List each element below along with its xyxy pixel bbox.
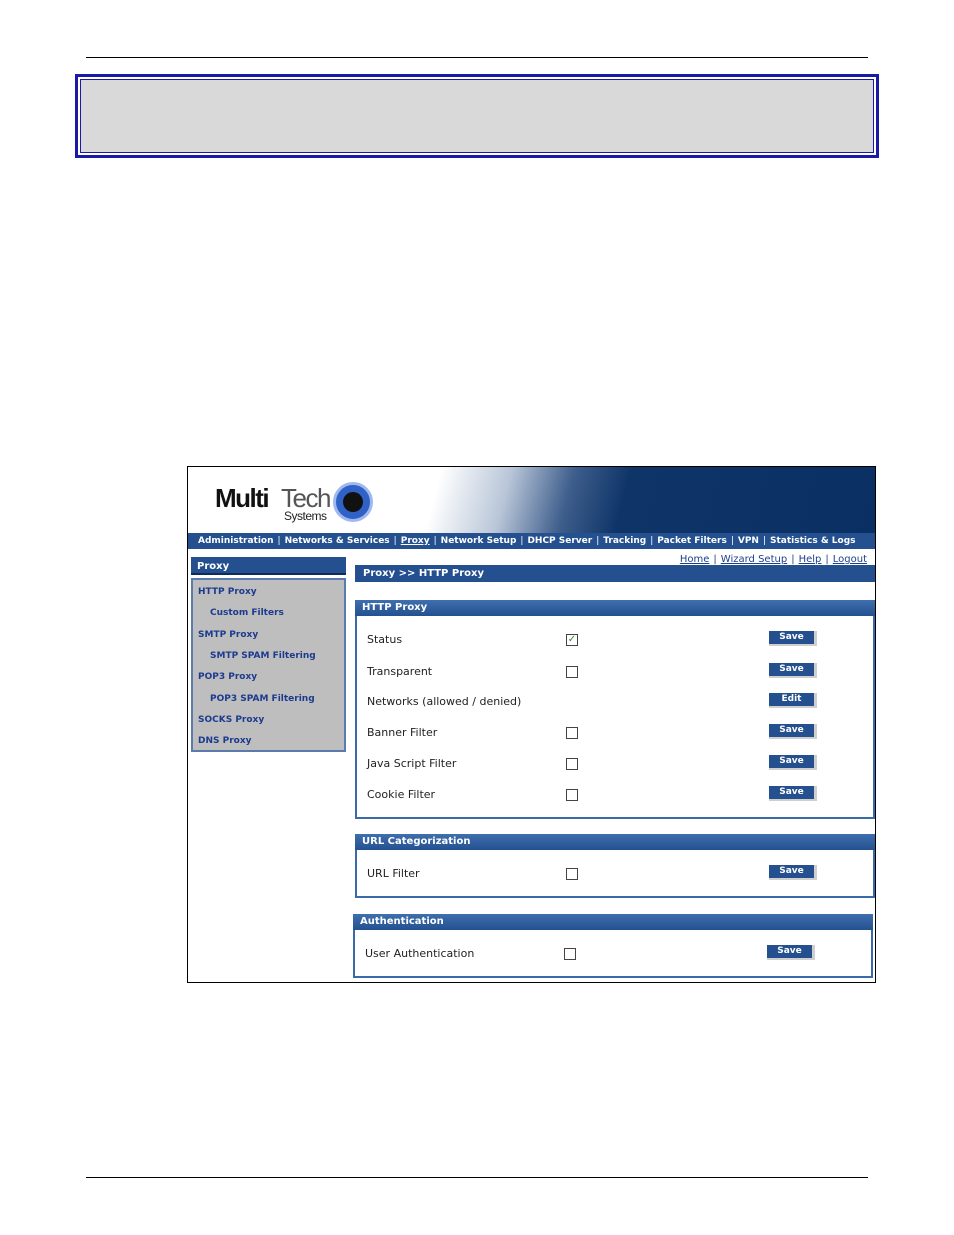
nav-separator: | <box>433 536 437 546</box>
sidebar-item-socks-proxy[interactable]: SOCKS Proxy <box>198 714 265 725</box>
nav-packet-filters[interactable]: Packet Filters <box>657 536 727 546</box>
url-filter-checkbox[interactable] <box>566 868 578 880</box>
top-link-logout[interactable]: Logout <box>832 554 867 565</box>
java-script-filter-save-button[interactable]: Save <box>769 755 817 770</box>
ui-screenshot <box>187 466 876 983</box>
logo-text-multi: Multi <box>215 483 269 513</box>
sidebar-item-smtp-spam-filtering[interactable]: SMTP SPAM Filtering <box>210 650 316 661</box>
transparent-save-button[interactable]: Save <box>769 663 817 678</box>
sidebar-item-pop3-proxy[interactable]: POP3 Proxy <box>198 672 258 683</box>
nav-separator: | <box>762 536 766 546</box>
top-link-separator: | <box>713 554 717 565</box>
networks-allowed-denied-label: Networks (allowed / denied) <box>367 695 522 708</box>
nav-separator: | <box>650 536 654 546</box>
nav-separator: | <box>520 536 524 546</box>
transparent-label: Transparent <box>367 665 433 678</box>
nav-separator: | <box>393 536 397 546</box>
logo-text-tech: Tech <box>281 483 330 513</box>
status-save-button[interactable]: Save <box>769 631 817 646</box>
nav-administration[interactable]: Administration <box>198 536 274 546</box>
nav-proxy[interactable]: Proxy <box>400 536 430 546</box>
url-filter-save-button[interactable]: Save <box>769 865 817 880</box>
main-nav <box>188 533 875 549</box>
user-authentication-save-button[interactable]: Save <box>767 945 815 960</box>
sidebar-item-smtp-proxy[interactable]: SMTP Proxy <box>198 629 259 640</box>
networks-allowed-denied-edit-button[interactable]: Edit <box>769 693 817 708</box>
top-link-separator: | <box>791 554 795 565</box>
top-link-separator: | <box>825 554 829 565</box>
sidebar-menu <box>191 578 346 752</box>
check-icon: ✓ <box>567 634 577 645</box>
sidebar-title: Proxy <box>191 557 346 575</box>
breadcrumb: Proxy >> HTTP Proxy <box>355 565 875 582</box>
url-categorization-panel-title: URL Categorization <box>355 834 875 850</box>
top-link-help[interactable]: Help <box>798 554 822 565</box>
sidebar-item-dns-proxy[interactable]: DNS Proxy <box>198 736 252 747</box>
cookie-filter-checkbox[interactable] <box>566 789 578 801</box>
java-script-filter-label: Java Script Filter <box>367 757 457 770</box>
banner-filter-save-button[interactable]: Save <box>769 724 817 739</box>
sidebar-item-custom-filters[interactable]: Custom Filters <box>210 608 284 619</box>
top-links <box>680 554 867 565</box>
http-proxy-panel-title: HTTP Proxy <box>355 600 875 616</box>
status-label: Status <box>367 633 403 646</box>
java-script-filter-checkbox[interactable] <box>566 758 578 770</box>
cookie-filter-save-button[interactable]: Save <box>769 786 817 801</box>
url-filter-label: URL Filter <box>367 867 420 880</box>
logo-text-systems: Systems <box>284 509 327 523</box>
transparent-checkbox[interactable] <box>566 666 578 678</box>
nav-networks-services[interactable]: Networks & Services <box>284 536 390 546</box>
header-banner <box>188 467 875 533</box>
cookie-filter-label: Cookie Filter <box>367 788 436 801</box>
chapter-title-box <box>75 74 879 158</box>
nav-separator: | <box>596 536 600 546</box>
header-rule <box>86 57 868 58</box>
nav-separator: | <box>730 536 734 546</box>
chapter-title-box-fill <box>80 79 874 153</box>
nav-tracking[interactable]: Tracking <box>603 536 647 546</box>
top-link-wizard-setup[interactable]: Wizard Setup <box>720 554 788 565</box>
sidebar-item-pop3-spam-filtering[interactable]: POP3 SPAM Filtering <box>210 693 315 704</box>
nav-dhcp-server[interactable]: DHCP Server <box>527 536 593 546</box>
nav-statistics-logs[interactable]: Statistics & Logs <box>770 536 856 546</box>
nav-network-setup[interactable]: Network Setup <box>440 536 517 546</box>
authentication-panel-title: Authentication <box>353 914 873 930</box>
user-authentication-checkbox[interactable] <box>564 948 576 960</box>
top-link-home[interactable]: Home <box>679 554 710 565</box>
user-authentication-label: User Authentication <box>365 947 475 960</box>
nav-vpn[interactable]: VPN <box>737 536 759 546</box>
banner-filter-checkbox[interactable] <box>566 727 578 739</box>
banner-filter-label: Banner Filter <box>367 726 438 739</box>
nav-separator: | <box>277 536 281 546</box>
logo-globe-icon <box>333 482 373 522</box>
status-checkbox[interactable] <box>566 634 578 646</box>
sidebar-item-http-proxy[interactable]: HTTP Proxy <box>198 587 257 597</box>
footer-rule <box>86 1177 868 1178</box>
